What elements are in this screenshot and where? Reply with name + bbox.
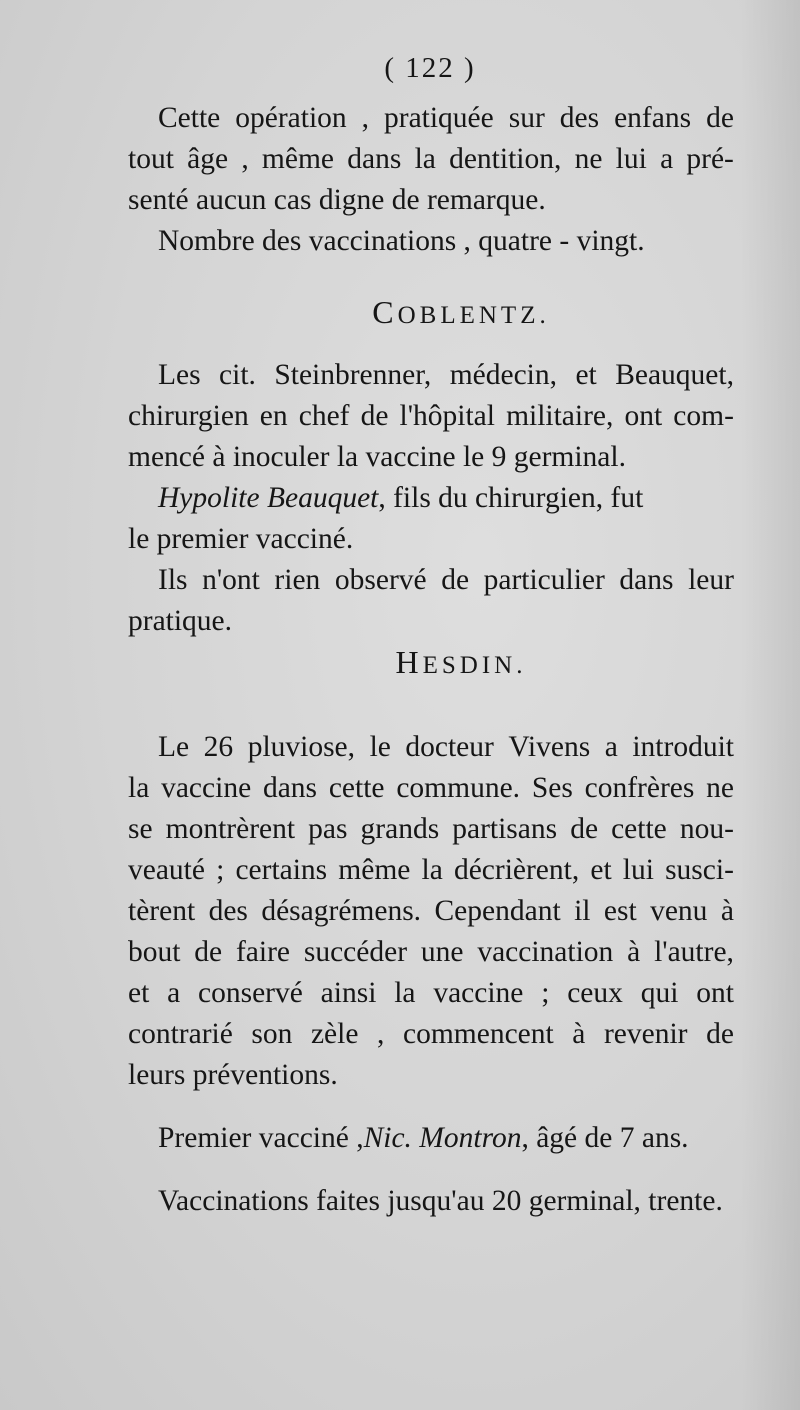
text-line <box>128 768 734 809</box>
word: ne <box>574 143 603 175</box>
word: ne <box>706 772 734 804</box>
word: leur <box>688 564 734 596</box>
word: des <box>559 102 600 134</box>
text-line <box>128 1181 734 1222</box>
word: une <box>420 936 464 968</box>
word: n'ont <box>202 564 260 596</box>
heading-rest: ESDIN. <box>422 652 527 679</box>
word: dans <box>619 564 674 596</box>
text-line-content: Vaccinations faites jusqu'au 20 germinal, trente. <box>158 1185 723 1217</box>
word: enfans <box>614 102 692 134</box>
text-line <box>128 437 734 478</box>
text-line <box>128 1055 734 1096</box>
word: qui <box>640 977 679 1009</box>
text-line-content <box>158 727 734 768</box>
text-line-content <box>128 809 734 850</box>
text-line-content: mencé à inoculer la vaccine le 9 germinal. <box>128 441 626 473</box>
word: conservé <box>198 977 303 1009</box>
word: la <box>128 772 150 804</box>
word: de <box>194 936 223 968</box>
word: tèrent <box>128 895 196 927</box>
word: et <box>128 977 150 1009</box>
text-line <box>128 478 734 519</box>
word: tout <box>128 143 174 175</box>
text-line <box>128 355 734 396</box>
text-line <box>128 932 734 973</box>
word: cette <box>328 772 385 804</box>
word: particulier <box>483 564 605 596</box>
word: ont <box>624 400 663 432</box>
word: , <box>377 1018 385 1050</box>
text-line <box>128 809 734 850</box>
word: ont <box>696 977 734 1009</box>
text-line-content: leurs préventions. <box>128 1059 338 1091</box>
word: Le <box>158 731 190 763</box>
word: Beauquet, <box>615 359 734 391</box>
word: de <box>706 102 734 134</box>
text-line-content <box>158 1118 689 1159</box>
text-line-content <box>128 850 734 891</box>
section-heading-hesdin <box>128 642 734 683</box>
text-line-content: senté aucun cas digne de remarque. <box>128 184 546 216</box>
word: pas <box>308 813 348 845</box>
text-line <box>128 396 734 437</box>
word: chef <box>298 400 350 432</box>
word: la <box>394 977 416 1009</box>
word: bout <box>128 936 181 968</box>
text-line <box>128 139 734 180</box>
text-line-content <box>128 139 734 180</box>
word: ainsi <box>320 977 377 1009</box>
word: com- <box>673 400 734 432</box>
word: grands <box>360 813 440 845</box>
text-line-content: Nombre des vaccinations , quatre - vingt. <box>158 225 645 257</box>
text-line-content: pratique. <box>128 605 233 637</box>
word: et <box>575 359 597 391</box>
word: venu <box>650 895 708 927</box>
italic-name: Hypolite Beauquet <box>158 482 379 514</box>
text-line <box>128 973 734 1014</box>
text-line-content <box>158 355 734 396</box>
text-line <box>128 601 734 642</box>
word: contrarié <box>128 1018 233 1050</box>
word: lui <box>615 143 647 175</box>
word: est <box>603 895 637 927</box>
word: revenir <box>603 1018 688 1050</box>
word: opération <box>235 102 347 134</box>
heading-initial: C <box>372 294 398 330</box>
word: susci- <box>665 854 734 886</box>
text-line <box>128 560 734 601</box>
text-line-content <box>128 768 734 809</box>
word: Les <box>158 359 201 391</box>
word: docteur <box>405 731 494 763</box>
word: introduit <box>632 731 734 763</box>
text-line <box>128 1118 734 1159</box>
word: confrères <box>584 772 695 804</box>
page-number: ( 122 ) <box>384 52 476 84</box>
word: pré- <box>686 143 734 175</box>
word: à <box>627 936 641 968</box>
word: même <box>261 143 335 175</box>
heading-initial: H <box>395 644 423 680</box>
word: des <box>208 895 248 927</box>
word: lui <box>622 854 654 886</box>
word: désagrémens. <box>261 895 422 927</box>
word: l'hôpital <box>399 400 495 432</box>
word: a <box>167 977 181 1009</box>
word: Steinbrenner, <box>274 359 432 391</box>
word: son <box>251 1018 293 1050</box>
word: , <box>241 143 249 175</box>
word: certains <box>235 854 328 886</box>
word: et <box>590 854 612 886</box>
word: Ses <box>531 772 573 804</box>
text-line-content <box>128 973 734 1014</box>
word: commune. <box>396 772 521 804</box>
word: cette <box>611 813 667 845</box>
word: décrièrent, <box>453 854 580 886</box>
line-suffix: , âgé de 7 ans. <box>521 1122 689 1154</box>
word: nou- <box>679 813 734 845</box>
word: Cette <box>158 102 221 134</box>
word: à <box>572 1018 586 1050</box>
word: ceux <box>567 977 623 1009</box>
word: , <box>361 102 370 134</box>
word: âge <box>187 143 229 175</box>
text-line-content: le premier vacciné. <box>128 523 354 555</box>
word: zèle <box>310 1018 359 1050</box>
word: Cependant <box>434 895 561 927</box>
word: de <box>570 813 599 845</box>
text-line <box>128 221 734 262</box>
text-line <box>128 98 734 139</box>
word: commencent <box>402 1018 554 1050</box>
word: observé <box>334 564 427 596</box>
italic-name: Nic. Montron <box>363 1122 522 1154</box>
word: vaccine <box>433 977 524 1009</box>
word: pratiquée <box>384 102 494 134</box>
text-line-content <box>128 1014 734 1055</box>
word: la <box>414 143 436 175</box>
word: dans <box>262 772 318 804</box>
text-line-content <box>158 560 734 601</box>
word: chirurgien <box>128 400 249 432</box>
word: il <box>574 895 591 927</box>
word: dentition, <box>449 143 562 175</box>
word: Vivens <box>508 731 591 763</box>
heading-rest: OBLENTZ. <box>397 302 550 329</box>
page-edge-shadow <box>740 0 800 1410</box>
word: médecin, <box>449 359 558 391</box>
word: dans <box>347 143 402 175</box>
word: à <box>720 895 734 927</box>
line-prefix: Premier vacciné , <box>158 1122 364 1154</box>
text-line <box>128 1014 734 1055</box>
text-line-content <box>158 98 734 139</box>
word: l'autre, <box>654 936 734 968</box>
word: 26 <box>203 731 234 763</box>
word: se <box>128 813 153 845</box>
text-line <box>128 727 734 768</box>
word: cit. <box>219 359 256 391</box>
text-line <box>128 180 734 221</box>
page-body <box>128 98 734 1222</box>
word: montrèrent <box>165 813 296 845</box>
word: pluviose, <box>247 731 356 763</box>
word: ; <box>541 977 550 1009</box>
word: succéder <box>303 936 408 968</box>
word: vaccine <box>161 772 252 804</box>
word: sur <box>508 102 545 134</box>
word: partisans <box>452 813 558 845</box>
text-line-content <box>158 478 643 519</box>
text-line <box>128 850 734 891</box>
word: rien <box>274 564 321 596</box>
word: militaire, <box>506 400 614 432</box>
word: de <box>706 1018 734 1050</box>
line-remainder: , fils du chirurgien, fut <box>378 482 644 514</box>
text-line-content <box>128 396 734 437</box>
word: même <box>338 854 411 886</box>
word: la <box>421 854 443 886</box>
word: le <box>369 731 391 763</box>
word: vaccination <box>477 936 614 968</box>
word: faire <box>235 936 291 968</box>
word: Ils <box>158 564 188 596</box>
word: de <box>360 400 389 432</box>
word: en <box>259 400 288 432</box>
text-line <box>128 519 734 560</box>
word: a <box>604 731 618 763</box>
text-line <box>128 891 734 932</box>
section-heading-coblentz <box>128 292 734 333</box>
word: veauté <box>128 854 205 886</box>
word: ; <box>216 854 225 886</box>
text-line-content <box>128 932 734 973</box>
text-line-content <box>128 891 734 932</box>
word: de <box>441 564 470 596</box>
word: a <box>660 143 674 175</box>
